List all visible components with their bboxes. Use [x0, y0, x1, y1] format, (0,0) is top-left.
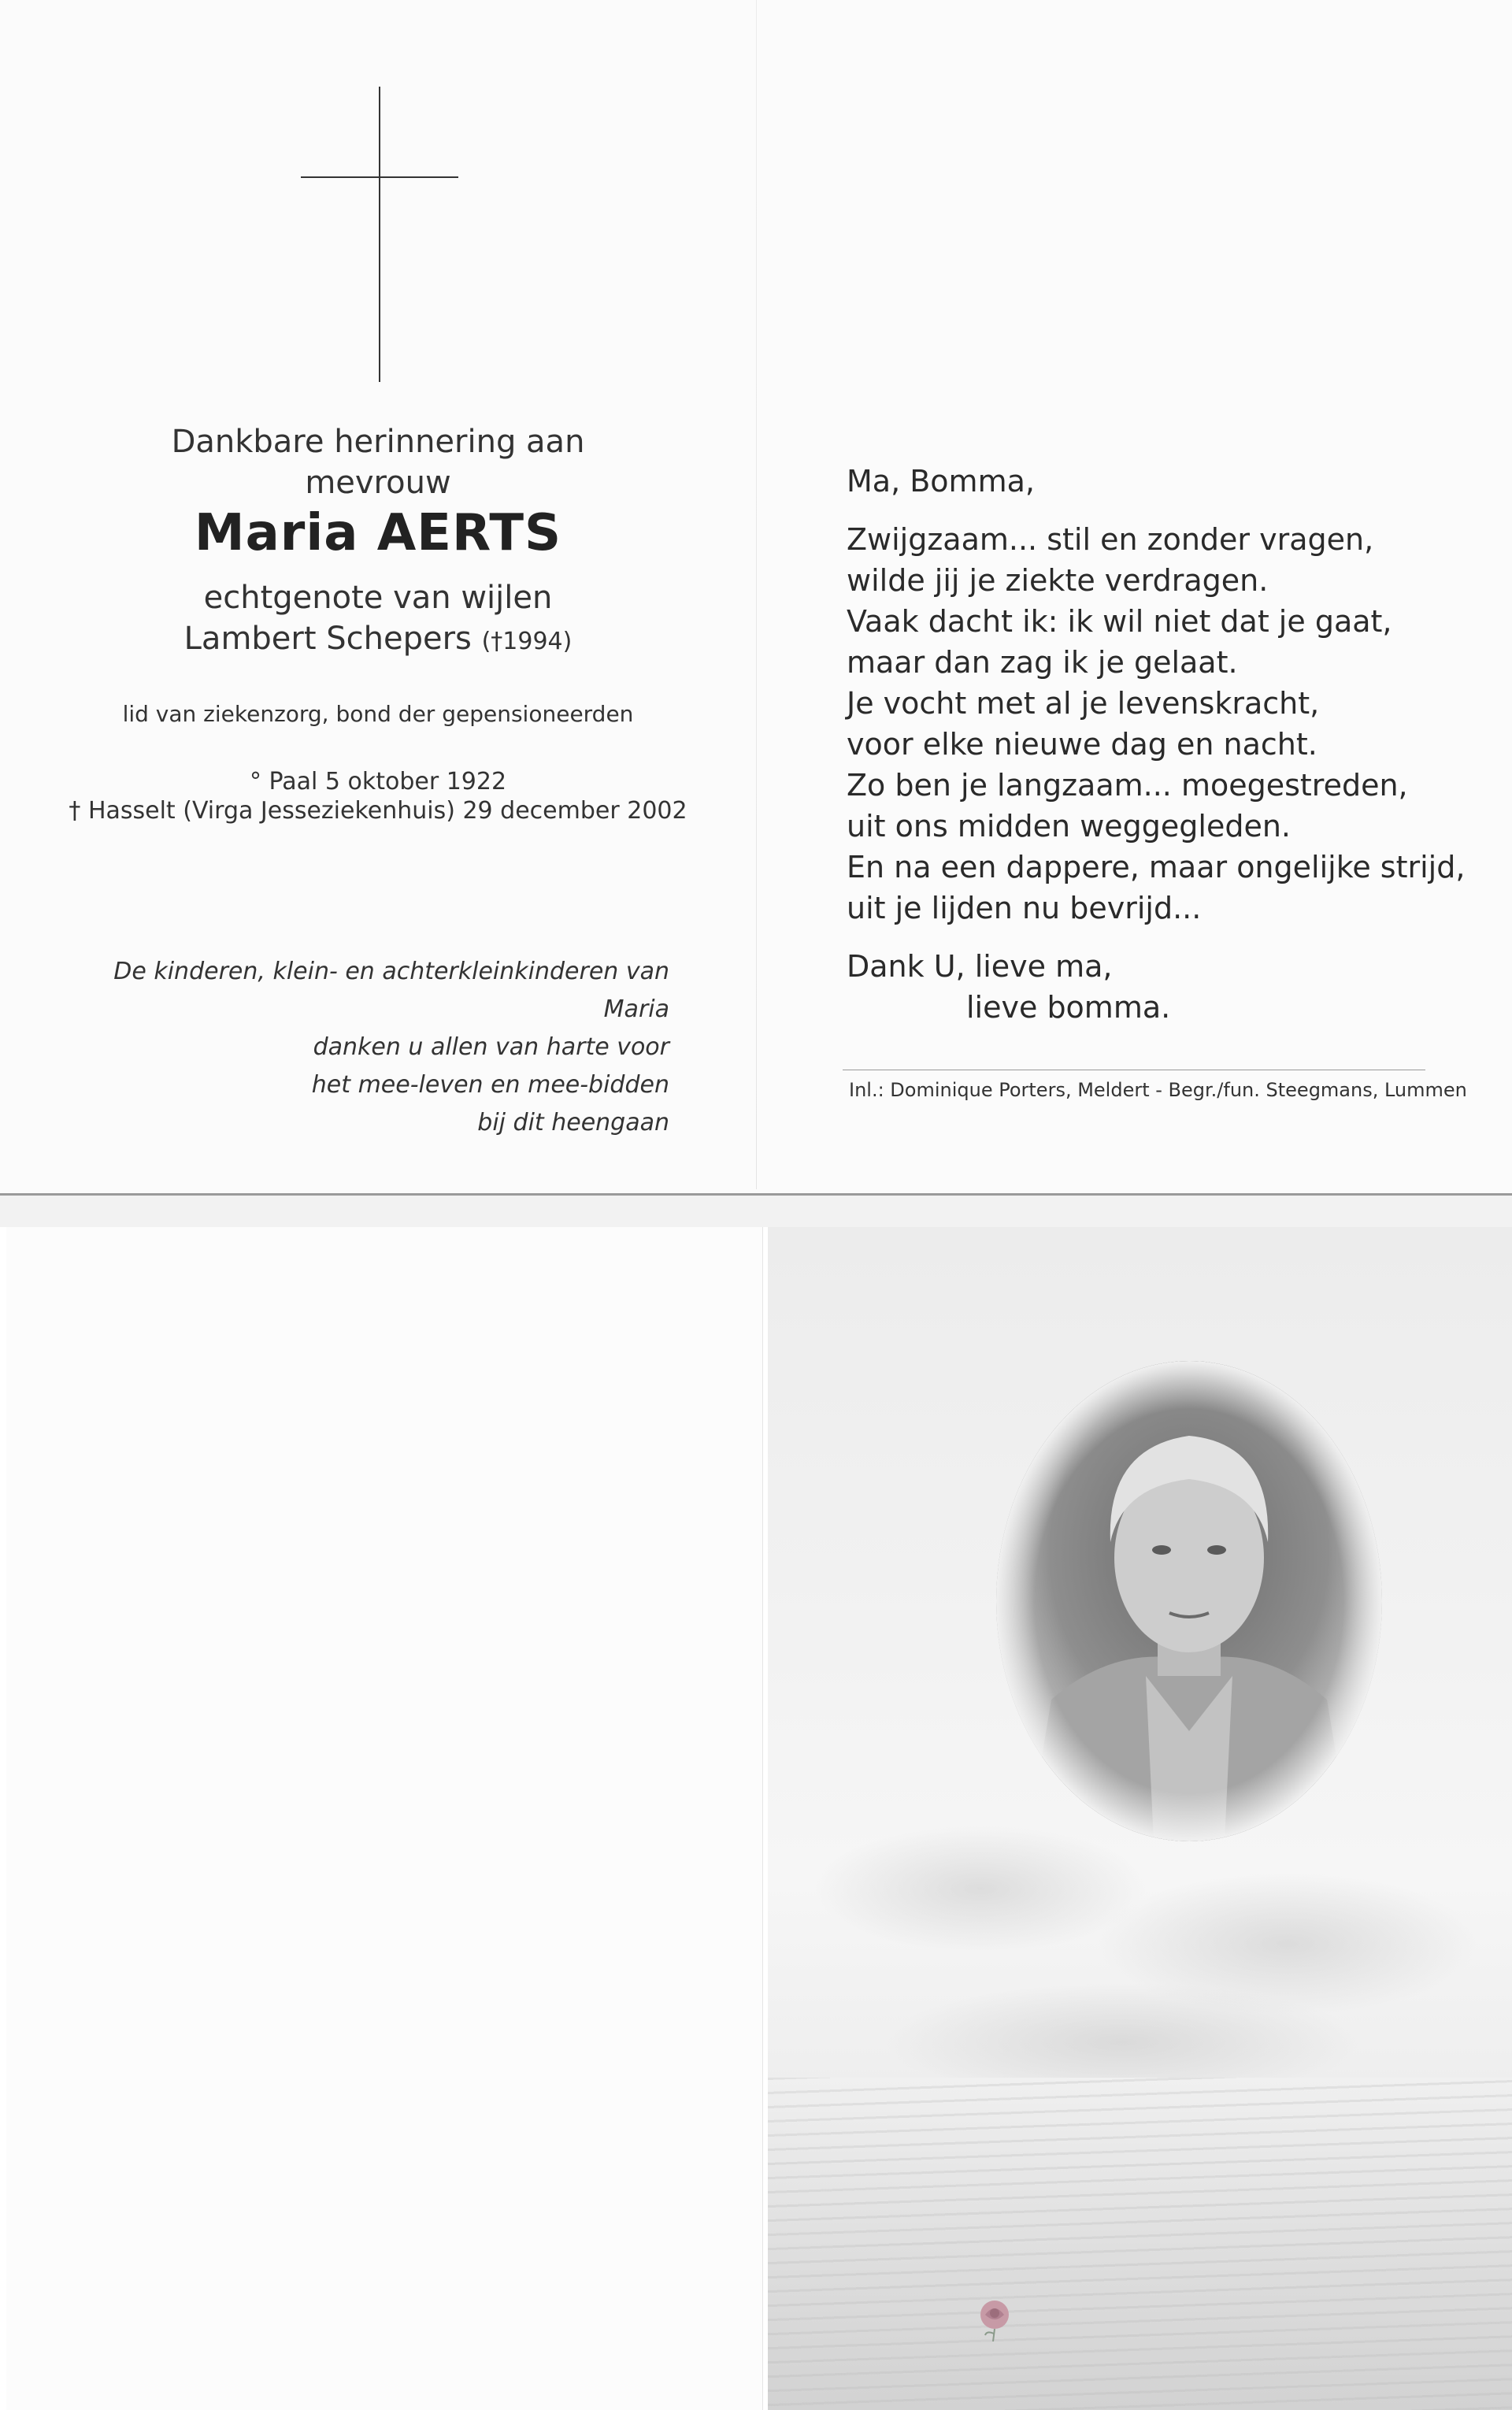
cloud-shape [815, 1826, 1146, 1952]
poem-line: Zwijgzaam... stil en zonder vragen, [847, 522, 1374, 557]
poem-closing: lieve bomma. [966, 990, 1171, 1025]
poem-line: Zo ben je langzaam... moegestreden, [847, 768, 1408, 803]
title-line: mevrouw [305, 465, 451, 501]
death-line: † Hasselt (Virga Jesseziekenhuis) 29 december 2002 [69, 797, 687, 825]
thanks-line: bij dit heengaan [477, 1109, 669, 1136]
photo-panel [768, 1227, 1512, 2410]
card-back [0, 1227, 1512, 2410]
memorial-intro [0, 421, 756, 503]
spouse-death-year: (†1994) [481, 628, 573, 655]
spouse-info [0, 577, 756, 662]
sea-background [768, 2078, 1512, 2410]
printer-credit: Inl.: Dominique Porters, Meldert - Begr./fun. Steegmans, Lummen [849, 1079, 1467, 1101]
poem-spacer [847, 502, 1477, 519]
poem-line: uit ons midden weggegleden. [847, 809, 1291, 844]
membership-line: lid van ziekenzorg, bond der gepensioneerden [122, 701, 634, 727]
blank-panel [6, 1227, 763, 2410]
scan-gap [0, 1196, 1512, 1227]
thanks-text [63, 953, 669, 1142]
poem-line: Vaak dacht ik: ik wil niet dat je gaat, [847, 604, 1392, 639]
cross-icon [301, 87, 458, 382]
birth-line: ° Paal 5 oktober 1922 [249, 768, 507, 795]
rose-icon [971, 2294, 1018, 2341]
poem-line: En na een dappere, maar ongelijke strijd, [847, 850, 1466, 884]
poem-line: maar dan zag ik je gelaat. [847, 645, 1238, 680]
thanks-line: De kinderen, klein- en achterkleinkinderen van Maria [113, 958, 669, 1023]
poem [847, 461, 1477, 1028]
thanks-line: het mee-leven en mee-bidden [311, 1071, 669, 1099]
poem-spacer [847, 929, 1477, 946]
poem-line: uit je lijden nu bevrijd... [847, 891, 1202, 925]
poem-line: voor elke nieuwe dag en nacht. [847, 727, 1317, 762]
spouse-name-line [0, 618, 756, 662]
portrait-icon [996, 1361, 1382, 1841]
thanks-line: danken u allen van harte voor [313, 1033, 669, 1061]
card-front [0, 0, 1512, 1196]
card-fold-line [756, 0, 757, 1189]
intro-line: Dankbare herinnering aan [171, 424, 585, 460]
poem-closing: Dank U, lieve ma, [847, 949, 1113, 984]
poem-greeting: Ma, Bomma, [847, 464, 1035, 499]
deceased-name: Maria AERTS [194, 504, 562, 562]
spouse-line: echtgenote van wijlen [203, 580, 553, 616]
poem-line: wilde jij je ziekte verdragen. [847, 563, 1269, 598]
portrait-photo [996, 1361, 1382, 1841]
poem-line: Je vocht met al je levenskracht, [847, 686, 1320, 721]
spouse-name: Lambert Schepers [183, 621, 472, 657]
